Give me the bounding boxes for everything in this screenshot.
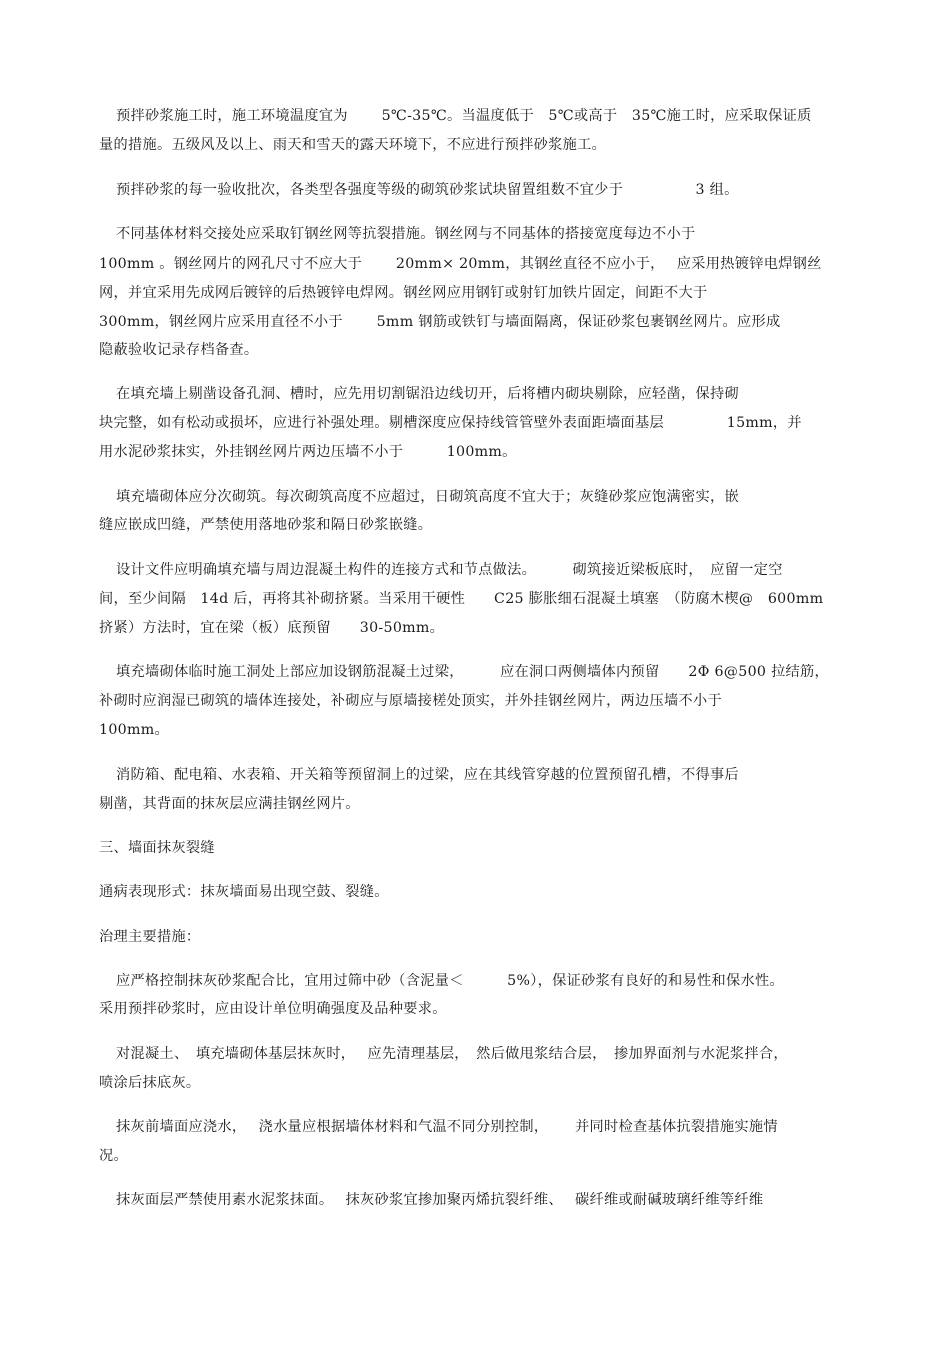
text-line: 抹灰面层严禁使用素水泥浆抹面。 抹灰砂浆宜掺加聚丙烯抗裂纤维、 碳纤维或耐碱玻璃纤维等纤维 <box>116 1192 764 1208</box>
text-line: 缝应嵌成凹缝，严禁使用落地砂浆和隔日砂浆嵌缝。 <box>99 517 433 533</box>
text-line: 用水泥砂浆抹实，外挂钢丝网片两边压墙不小于 100mm。 <box>99 444 517 460</box>
text-line: 治理主要措施： <box>99 929 201 945</box>
text-line: 喷涂后抹底灰。 <box>99 1075 201 1091</box>
text-line: 挤紧）方法时，宜在梁（板）底预留 30-50mm。 <box>99 620 445 636</box>
section-heading: 三、墙面抹灰裂缝 <box>99 840 215 856</box>
text-line: 况。 <box>99 1148 128 1164</box>
text-line: 间，至少间隔 14d 后，再将其补砌挤紧。当采用干硬性 C25 膨胀细石混凝土填塞 （防腐木楔@ 600mm <box>99 591 824 607</box>
text-line: 100mm 。钢丝网片的网孔尺寸不应大于 20mm× 20mm，其钢丝直径不应小于， 应采用热镀锌电焊钢丝 <box>99 256 822 272</box>
text-line: 设计文件应明确填充墙与周边混凝土构件的连接方式和节点做法。 砌筑接近梁板底时， 应留一定空 <box>116 562 783 578</box>
text-line: 补砌时应润湿已砌筑的墙体连接处，补砌应与原墙接槎处顶实，并外挂钢丝网片，两边压墙不小于 <box>99 693 722 709</box>
text-line: 预拌砂浆施工时，施工环境温度宜为 5℃-35℃。当温度低于 5℃或高于 35℃施工时，应采取保证质 <box>116 108 812 124</box>
text-line: 不同基体材料交接处应采取钉钢丝网等抗裂措施。钢丝网与不同基体的搭接宽度每边不小于 <box>116 226 696 242</box>
text-line: 采用预拌砂浆时，应由设计单位明确强度及品种要求。 <box>99 1001 447 1017</box>
text-line: 隐蔽验收记录存档备查。 <box>99 342 259 358</box>
text-line: 在填充墙上剔凿设备孔洞、槽时，应先用切割锯沿边线切开，后将槽内砌块剔除，应轻凿，保持砌 <box>116 386 739 402</box>
text-line: 剔凿，其背面的抹灰层应满挂钢丝网片。 <box>99 796 360 812</box>
text-line: 块完整，如有松动或损坏，应进行补强处理。剔槽深度应保持线管管壁外表面距墙面基层 15mm，并 <box>99 415 802 431</box>
text-line: 量的措施。五级风及以上、雨天和雪天的露天环境下，不应进行预拌砂浆施工。 <box>99 137 607 153</box>
text-line: 抹灰前墙面应浇水， 浇水量应根据墙体材料和气温不同分别控制， 并同时检查基体抗裂措施实施情 <box>116 1119 778 1135</box>
text-line: 100mm。 <box>99 722 169 738</box>
text-line: 应严格控制抹灰砂浆配合比，宜用过筛中砂（含泥量＜ 5%），保证砂浆有良好的和易性和保水性。 <box>116 973 784 989</box>
text-line: 300mm，钢丝网片应采用直径不小于 5mm 钢筋或铁钉与墙面隔离，保证砂浆包裹钢丝网片。应形成 <box>99 314 781 330</box>
text-line: 填充墙砌体临时施工洞处上部应加设钢筋混凝土过梁， 应在洞口两侧墙体内预留 2Φ 6@500 拉结筋， <box>116 664 830 680</box>
text-line: 通病表现形式：抹灰墙面易出现空鼓、裂缝。 <box>99 884 389 900</box>
text-line: 对混凝土、 填充墙砌体基层抹灰时， 应先清理基层， 然后做甩浆结合层， 掺加界面剂与水泥浆拌合， <box>116 1046 788 1062</box>
text-line: 填充墙砌体应分次砌筑。每次砌筑高度不应超过，日砌筑高度不宜大于；灰缝砂浆应饱满密实，嵌 <box>116 489 739 505</box>
text-line: 消防箱、配电箱、水表箱、开关箱等预留洞上的过梁，应在其线管穿越的位置预留孔槽，不得事后 <box>116 767 739 783</box>
text-line: 预拌砂浆的每一验收批次，各类型各强度等级的砌筑砂浆试块留置组数不宜少于 3 组。 <box>116 182 739 198</box>
text-line: 网，并宜采用先成网后镀锌的后热镀锌电焊网。钢丝网应用钢钉或射钉加铁片固定，间距不大于 <box>99 285 708 301</box>
